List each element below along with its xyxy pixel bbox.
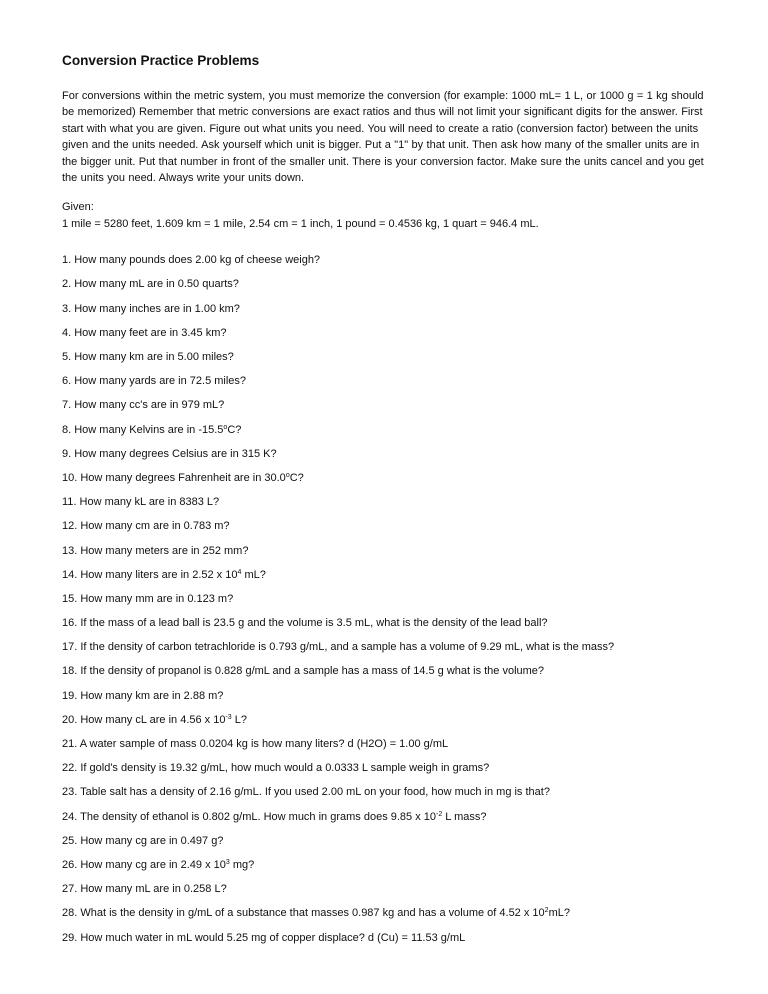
question-14 <box>62 568 712 582</box>
question-26 <box>62 858 712 872</box>
question-26-exponent: 3 <box>225 858 230 866</box>
question-13: 13. How many meters are in 252 mm? <box>62 544 249 557</box>
question-2: 2. How many mL are in 0.50 quarts? <box>62 278 239 291</box>
question-8-unit: C? <box>227 423 242 436</box>
question-10-degree: o <box>285 471 290 479</box>
question-14-unit: mL? <box>241 568 266 581</box>
question-26-text: 26. How many cg are in 2.49 x 10 <box>62 858 226 871</box>
question-20 <box>62 713 712 727</box>
question-25: 25. How many cg are in 0.497 g? <box>62 834 224 847</box>
given-conversions: 1 mile = 5280 feet, 1.609 km = 1 mile, 2.54 cm = 1 inch, 1 pound = 0.4536 kg, 1 quart = 946.4 mL. <box>62 217 539 230</box>
question-20-exponent: -3 <box>225 713 232 721</box>
question-12: 12. How many cm are in 0.783 m? <box>62 520 230 533</box>
question-6: 6. How many yards are in 72.5 miles? <box>62 375 247 388</box>
question-29: 29. How much water in mL would 5.25 mg of copper displace? d (Cu) = 11.53 g/mL <box>62 931 466 944</box>
question-10-unit: C? <box>289 471 304 484</box>
question-4: 4. How many feet are in 3.45 km? <box>62 326 227 339</box>
question-21: 21. A water sample of mass 0.0204 kg is how many liters? d (H2O) = 1.00 g/mL <box>62 738 449 750</box>
question-28-text: 28. What is the density in g/mL of a substance that masses 0.987 kg and has a volume of 4.52 x 10 <box>62 907 545 920</box>
question-8-degree: o <box>223 423 228 431</box>
question-14-exponent: 4 <box>237 568 242 576</box>
question-23: 23. Table salt has a density of 2.16 g/mL. If you used 2.00 mL on your food, how much in mg is that? <box>62 786 550 799</box>
question-1: 1. How many pounds does 2.00 kg of cheese weigh? <box>62 254 321 267</box>
question-5: 5. How many km are in 5.00 miles? <box>62 351 234 363</box>
given-block <box>62 199 712 232</box>
question-20-unit: L? <box>231 713 247 726</box>
question-27: 27. How many mL are in 0.258 L? <box>62 883 227 896</box>
question-16: 16. If the mass of a lead ball is 23.5 g and the volume is 3.5 mL, what is the density of the lead ball? <box>62 617 548 630</box>
question-14-text: 14. How many liters are in 2.52 x 10 <box>62 568 238 581</box>
question-10-text: 10. How many degrees Fahrenheit are in 30.0 <box>62 471 286 484</box>
question-20-text: 20. How many cL are in 4.56 x 10 <box>62 713 226 726</box>
question-9: 9. How many degrees Celsius are in 315 K? <box>62 447 277 460</box>
question-18: 18. If the density of propanol is 0.828 g/mL and a sample has a mass of 14.5 g what is the volume? <box>62 665 545 678</box>
question-15: 15. How many mm are in 0.123 m? <box>62 592 234 605</box>
question-24-unit: L mass? <box>442 810 487 823</box>
given-label: Given: <box>62 201 94 214</box>
question-24-text: 24. The density of ethanol is 0.802 g/mL. How much in grams does 9.85 x 10 <box>62 810 437 823</box>
question-11: 11. How many kL are in 8383 L? <box>62 496 220 509</box>
question-26-unit: mg? <box>229 858 255 871</box>
question-8-text: 8. How many Kelvins are in -15.5 <box>62 423 224 436</box>
question-7: 7. How many cc's are in 979 mL? <box>62 399 225 412</box>
question-22: 22. If gold's density is 19.32 g/mL, how much would a 0.0333 L sample weigh in grams? <box>62 762 490 775</box>
question-list <box>62 253 712 944</box>
question-24 <box>62 810 712 824</box>
question-24-exponent: -2 <box>436 810 443 818</box>
question-28-exponent: 2 <box>544 907 549 915</box>
page-title: Conversion Practice Problems <box>62 53 260 68</box>
question-28 <box>62 906 712 920</box>
instructions-paragraph: For conversions within the metric system, you must memorize the conversion (for example: 1000 mL= 1 L, or 1000 g = 1 kg should be memorized) Remember that metric conversions are exact ratios and thus will not limit your significant digits for the answer. First start with what you are given. Figure out what units you need. You will need to create a ratio (conversion factor) between the units given and the units needed. Ask yourself which unit is bigger. Put a "1" by that unit. Then ask how many of the smaller units are in the bigger unit. Put that number in front of the smaller unit. There is your conversion factor. Make sure the units cancel and you get the units you need. Always write your units down. <box>62 90 704 185</box>
question-8 <box>62 423 712 437</box>
question-10 <box>62 471 712 485</box>
question-28-unit: mL? <box>548 907 570 920</box>
question-19: 19. How many km are in 2.88 m? <box>62 689 224 702</box>
worksheet-page <box>62 52 712 955</box>
question-3: 3. How many inches are in 1.00 km? <box>62 302 240 315</box>
question-17: 17. If the density of carbon tetrachloride is 0.793 g/mL, and a sample has a volume of 9.29 mL, what is the mass? <box>62 641 615 654</box>
